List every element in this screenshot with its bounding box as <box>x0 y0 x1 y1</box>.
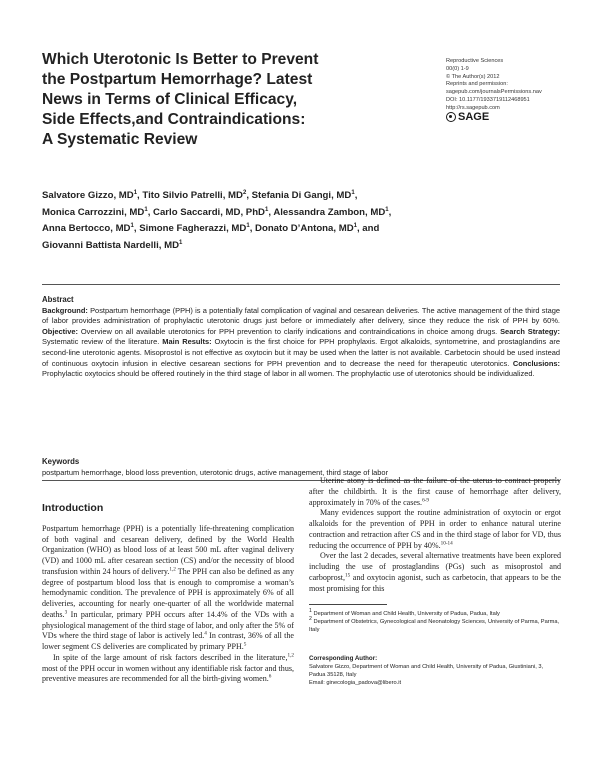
paragraph <box>42 653 294 685</box>
objective-label: Objective: <box>42 326 78 336</box>
text: In spite of the large amount of risk factors described in the literature, <box>53 652 288 662</box>
citation: 3 <box>64 609 68 616</box>
citation: 6-9 <box>422 496 429 503</box>
author-aff: 1 <box>385 206 389 213</box>
text: most of the PPH occur in women without any identifiable risk factor and thus, preventive measures are recommended for all the birth-giving women. <box>42 663 294 684</box>
affiliation-text: Department of Woman and Child Health, University of Padua, Padua, Italy <box>313 611 500 617</box>
author-aff: 2 <box>242 189 247 196</box>
text: and oxytocin agonist, such as carbetocin, that appears to be the most promising for this <box>309 572 561 593</box>
text: In contrast, 36% of all the lower segment CS deliveries are complicated by primary PPH. <box>42 631 295 651</box>
text: In particular, primary PPH occurs after 14.4% of the VDs with a physiological management of the third stage of labor, and only after the 5% of VDs where the third stage of labor is actively led. <box>42 609 294 641</box>
corresponding-author <box>309 655 561 687</box>
background-text: Postpartum hemorrhage (PPH) is a potentially fatal complication of vaginal and cesarean deliveries. The active management of the third stage of labor provides administration of prophylactic uterotonic drugs just before or immediately after delivery, since they reduce the risk of PPH by 60%. <box>42 305 560 326</box>
corresponding-email[interactable]: Email: ginecologia_padova@libero.it <box>309 680 402 686</box>
right-column <box>309 476 561 594</box>
affiliation <box>309 610 561 618</box>
citation: 5 <box>243 641 247 648</box>
author: Stefania Di Gangi, MD <box>251 190 352 201</box>
journal-url[interactable]: http://rs.sagepub.com <box>446 104 500 111</box>
author-aff: 1 <box>133 189 138 196</box>
author-aff: 1 <box>265 206 269 213</box>
divider <box>42 284 560 285</box>
author: Salvatore Gizzo, MD <box>42 190 134 201</box>
corresponding-address: Salvatore Gizzo, Department of Woman and Child Health, University of Padua, Giustiniani, 3, Padua 35128, Italy <box>309 664 544 678</box>
reprints: Reprints and permission: <box>446 81 508 88</box>
title-line: A Systematic Review <box>42 131 198 148</box>
doi: DOI: 10.1177/1933719112468951 <box>446 96 530 103</box>
paragraph <box>309 476 561 508</box>
title-line: Side Effects,and Contraindications: <box>42 111 306 128</box>
results-label: Main Results: <box>162 337 212 347</box>
title-line: News in Terms of Clinical Efficacy, <box>42 91 298 108</box>
paragraph <box>42 524 294 653</box>
author: Monica Carrozzini, MD <box>42 206 145 218</box>
author-aff: 1 <box>246 223 250 229</box>
keywords-heading: Keywords <box>42 457 80 466</box>
affiliations <box>309 610 561 634</box>
sage-logo <box>446 110 489 124</box>
journal-volume: 00(0) 1-9 <box>446 65 469 72</box>
abstract <box>42 295 560 380</box>
corresponding-heading: Corresponding Author: <box>309 655 378 662</box>
left-column <box>42 503 294 685</box>
text: Postpartum hemorrhage (PPH) is a potentially life-threatening complication of both vaginal and cesarean delivery, defined by the World Health Organization (WHO) as blood loss of at least 500 mL after vaginal delivery (VD) and 1000 mL after cesarean section (CS) and/or the necessity of blood transfusion within 24 hours of delivery. <box>42 523 294 576</box>
article-title <box>42 50 402 150</box>
citation: 6 <box>268 673 272 680</box>
author-list: Salvatore Gizzo, $MD^1$, Tito Silvio Patrelli, $MD^2$, Stefania Di Gangi, $MD^1$, Monica Carrozzini, $MD^1$, Carlo Saccardi, MD, PhD$^1$, Alessandra Zambon, $MD^1$, Anna Bertocco, $MD^1$, Simone Fagherazzi, $MD^1$, Donato D’Antona, $MD^1$, and Giovanni Battista Nardelli, $MD^1$ <box>42 189 392 251</box>
author-aff: 1 <box>179 239 183 246</box>
author: Simone Fagherazzi, MD <box>139 223 247 235</box>
affiliation-number: 2 <box>309 616 312 623</box>
conclusions-label: Conclusions: <box>512 358 560 368</box>
strategy-text: Systematic review of the literature. <box>42 337 160 347</box>
affiliation-text: Department of Obstetrics, Gynecological and Neonatology Sciences, University of Parma, Parma, Italy <box>309 619 560 633</box>
journal-name: Reproductive Sciences <box>446 58 504 64</box>
affiliation <box>309 618 561 634</box>
citation: 4 <box>204 630 207 637</box>
title-line: Which Uterotonic Is Better to Prevent <box>42 51 319 68</box>
text: Over the last 2 decades, several alternative treatments have been explored including the use of prostaglandins (PGs) such as misoprostol and carboprost, <box>309 551 561 582</box>
abstract-heading: Abstract <box>42 295 74 304</box>
author: Carlo Saccardi, MD, PhD <box>153 206 265 218</box>
results-text: Oxytocin is the first choice for PPH prophylaxis. Ergot alkaloids, syntometrine, and prostaglandins are second-line uterotonic agents. Misoprostol is not effective as oxytocin but it may be used when the latter is not available. Carbetocin should be used instead of continuous oxytocin infusion in elective cesarean sections for PPH prevention and to decrease the need for therapeutic uterotonics. <box>42 337 560 368</box>
section-heading: Introduction <box>42 502 104 514</box>
paragraph <box>309 551 561 594</box>
keywords <box>42 457 560 478</box>
author: Anna Bertocco, MD <box>42 223 131 235</box>
journal-info <box>446 58 576 113</box>
sage-logo-icon <box>446 112 456 122</box>
affiliation-number: 1 <box>309 608 312 615</box>
citation: 10-14 <box>440 539 453 546</box>
citation: 1,2 <box>287 652 294 659</box>
permissions-link[interactable]: sagepub.com/journalsPermissions.nav <box>446 89 542 96</box>
author: Alessandra Zambon, MD <box>273 206 386 218</box>
author: Giovanni Battista Nardelli, MD <box>42 239 180 251</box>
strategy-label: Search Strategy: <box>500 326 560 336</box>
citation: 15 <box>344 572 351 579</box>
title-line: the Postpartum Hemorrhage? Latest <box>42 71 313 88</box>
keywords-text: postpartum hemorrhage, blood loss prevention, uterotonic drugs, active management, third stage of labor <box>42 467 389 477</box>
text: Many evidences support the routine administration of oxytocin or ergot alkaloids for the prevention of PPH in order to enhance natural uterine contraction and retraction after CS and in the third stage of labor for VD, thus reducing the occurrence of PPH by 40%. <box>309 508 561 550</box>
author-aff: 1 <box>144 206 148 213</box>
background-label: Background: <box>42 305 88 315</box>
author-aff: 1 <box>353 223 357 229</box>
objective-text: Overview on all available uterotonics for PPH prevention to clarify indications and contraindications in choice among drugs. <box>80 326 498 336</box>
footnote-divider <box>309 604 387 605</box>
author: Tito Silvio Patrelli, MD <box>142 190 243 201</box>
author: Donato D’Antona, MD <box>255 223 354 235</box>
sage-logo-text: SAGE <box>458 111 490 123</box>
text: Uterine atony is defined as the failure of the uterus to contract properly after the childbirth. It is the first cause of hemorrhage after delivery, approximately in 70% of the cases. <box>309 476 561 507</box>
copyright: © The Author(s) 2012 <box>446 73 500 80</box>
author-aff: 1 <box>130 223 134 229</box>
author-aff: 1 <box>351 189 355 196</box>
paragraph <box>309 508 561 551</box>
citation: 1,2 <box>169 566 176 573</box>
conclusions-text: Prophylactic oxytocics should be offered routinely in the third stage of labor in all women. The prophylactic use of uterotonics should be individualized. <box>42 369 535 379</box>
text: The PPH can also be defined as any degree of postpartum blood loss that is enough to compromise a woman’s hemodynamic condition. The prevalence of PPH is approximately 6% of all deliveries, accounting for nearly one-quarter of all the worldwide maternal deaths. <box>42 566 294 619</box>
